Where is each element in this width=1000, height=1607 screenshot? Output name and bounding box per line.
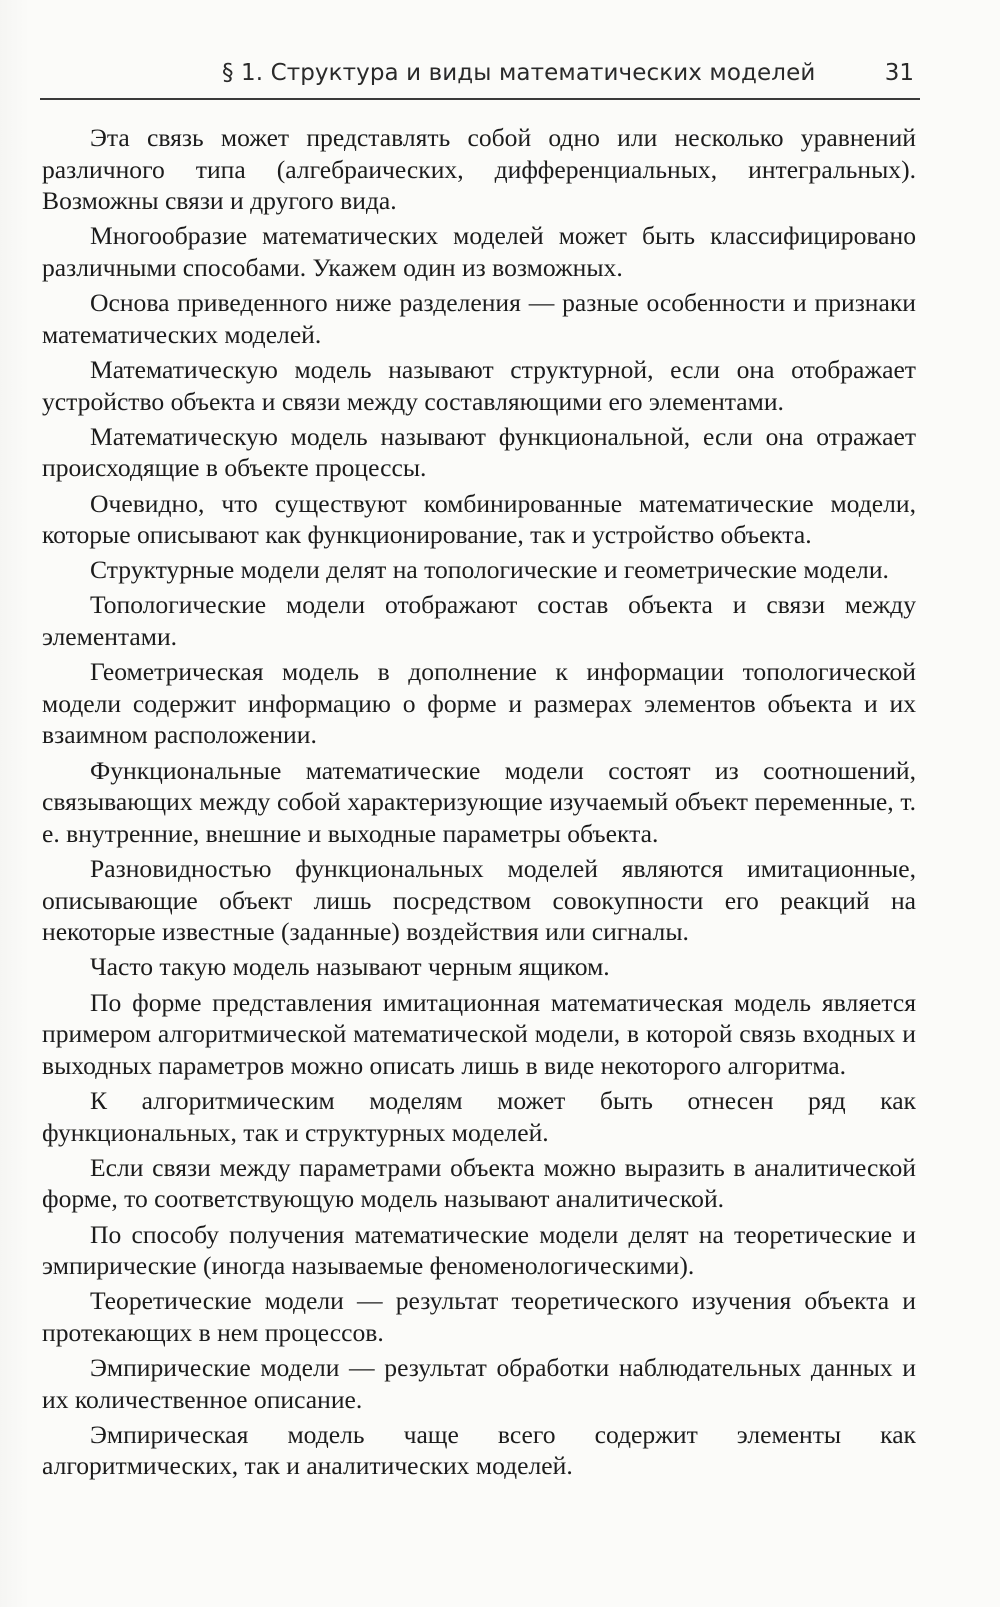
paragraph: К алгоритмическим моделям может быть отнесен ряд как функциональных, так и структурных моделей. bbox=[42, 1085, 916, 1147]
paragraph: Математическую модель называют функциональной, если она отражает происходящие в объекте процессы. bbox=[42, 421, 916, 483]
paragraph: По форме представления имитационная математическая модель является примером алгоритмической математической модели, в которой связь входных и выходных параметров можно описать лишь в виде некоторого алгоритма. bbox=[42, 987, 916, 1080]
running-header bbox=[40, 58, 920, 100]
paragraph: Топологические модели отображают состав объекта и связи между элементами. bbox=[42, 590, 916, 652]
paragraph: Если связи между параметрами объекта можно выразить в аналитической форме, то соответствующую модель называют аналитической. bbox=[42, 1152, 916, 1214]
page-number: 31 bbox=[884, 60, 914, 86]
paragraph: Математическую модель называют структурной, если она отображает устройство объекта и связи между составляющими его элементами. bbox=[42, 354, 916, 416]
paragraph: Функциональные математические модели состоят из соотношений, связывающих между собой характеризующие изучаемый объект переменные, т. е. внутренние, внешние и выходные параметры объекта. bbox=[42, 755, 916, 848]
paragraph: Геометрическая модель в дополнение к информации топологической модели содержит информацию о форме и размерах элементов объекта и их взаимном расположении. bbox=[42, 657, 916, 750]
paragraph: Основа приведенного ниже разделения — разные особенности и признаки математических моделей. bbox=[42, 288, 916, 349]
paragraph: Эмпирические модели — результат обработки наблюдательных данных и их количественное описание. bbox=[42, 1353, 916, 1414]
paragraph: По способу получения математические модели делят на теоретические и эмпирические (иногда называемые феноменологическими). bbox=[42, 1219, 916, 1281]
paragraph: Часто такую модель называют черным ящиком. bbox=[90, 952, 610, 982]
paragraph: Эта связь может представлять собой одно или несколько уравнений различного типа (алгебраических, дифференциальных, интегральных). Возможны связи и другого вида. bbox=[42, 123, 916, 216]
paragraph: Структурные модели делят на топологические и геометрические модели. bbox=[90, 555, 889, 585]
body-text bbox=[42, 122, 916, 1486]
paragraph: Очевидно, что существуют комбинированные математические модели, которые описывают как функционирование, так и устройство объекта. bbox=[42, 488, 916, 550]
paragraph: Многообразие математических моделей может быть классифицировано различными способами. Укажем один из возможных. bbox=[42, 221, 916, 282]
paragraph: Эмпирическая модель чаще всего содержит элементы как алгоритмических, так и аналитических моделей. bbox=[42, 1419, 916, 1481]
paragraph: Теоретические модели — результат теоретического изучения объекта и протекающих в нем процессов. bbox=[42, 1286, 916, 1347]
header-title: § 1. Структура и виды математических моделей bbox=[222, 60, 816, 86]
paragraph: Разновидностью функциональных моделей являются имитационные, описывающие объект лишь посредством совокупности его реакций на некоторые известные (заданные) воздействия или сигналы. bbox=[42, 854, 916, 947]
